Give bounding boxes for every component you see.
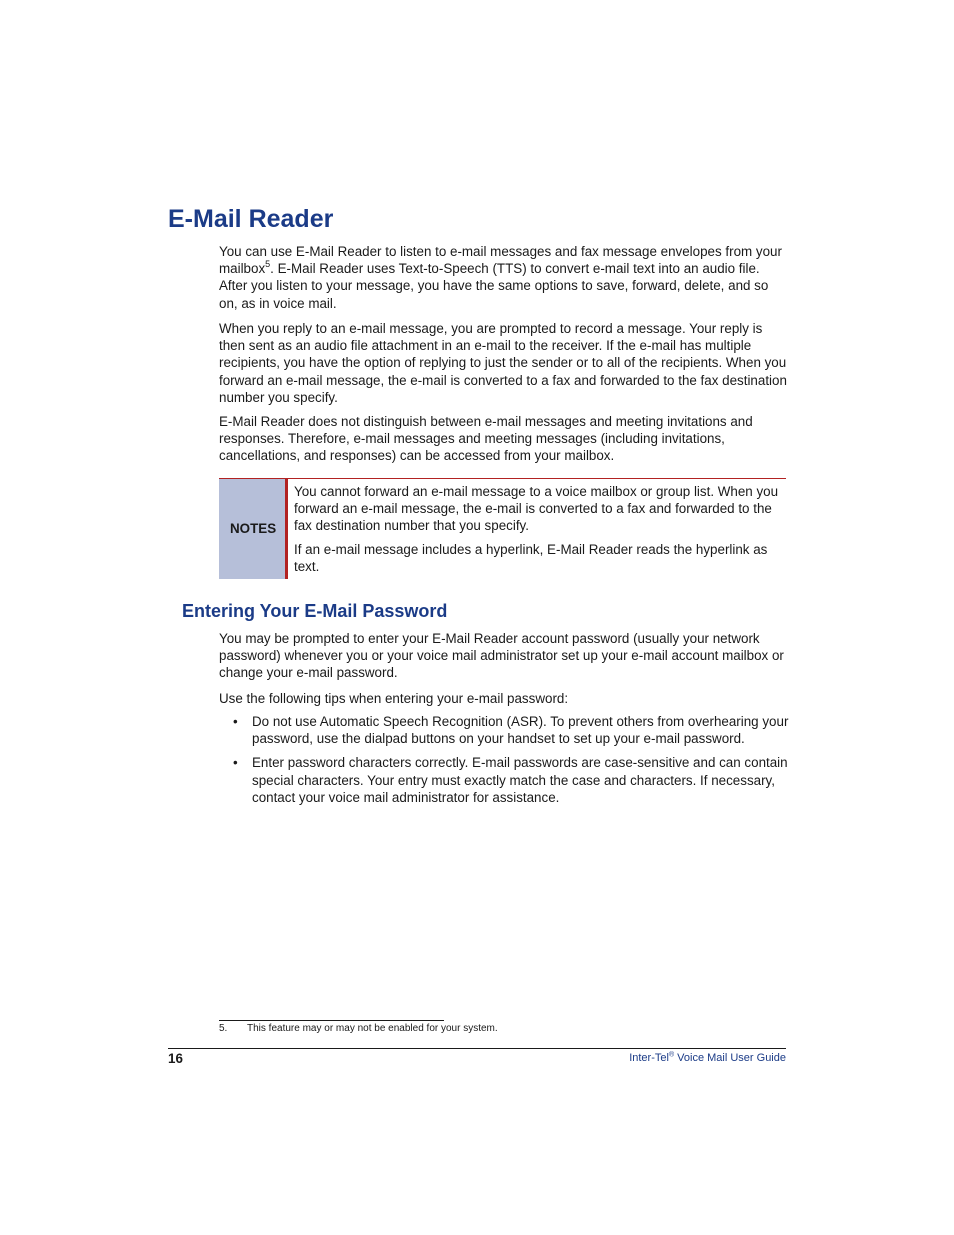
list-item: [219, 754, 789, 806]
section-paragraph-2: Use the following tips when entering your e-mail password:: [219, 691, 569, 706]
tips-list: [219, 713, 789, 806]
note-item-2: If an e-mail message includes a hyperlink, E-Mail Reader reads the hyperlink as text.: [294, 542, 768, 575]
list-item-text: Enter password characters correctly. E-mail passwords are case-sensitive and can contain special characters. Your entry must exactly match the case and characters. If necessary, contact your voice mail administrator for assistance.: [252, 755, 788, 805]
section-heading: Entering Your E-Mail Password: [182, 601, 448, 621]
footnote-divider: [219, 1020, 444, 1021]
intro-paragraph-2: When you reply to an e-mail message, you are prompted to record a message. Your reply is then sent as an audio file attachment in an e-mail to the receiver. If the e-mail has multiple recipients, you have the option of replying to just the sender or to all of the recipients. When you forward an e-mail message, the e-mail is converted to a fax and forwarded to the fax destination number you specify.: [219, 321, 787, 405]
footer-guide-name: Voice Mail User Guide: [674, 1052, 786, 1064]
note-item-1: You cannot forward an e-mail message to a voice mailbox or group list. When you forward an e-mail message, the e-mail is converted to a fax and forwarded to the fax destination number that you specify.: [294, 484, 779, 534]
list-item-text: Do not use Automatic Speech Recognition (ASR). To prevent others from overhearing your password, use the dialpad buttons on your handset to set up your e-mail password.: [252, 714, 789, 747]
footnote: [219, 1023, 498, 1035]
footer-brand: Inter-Tel: [629, 1052, 669, 1064]
bullet-icon: •: [233, 755, 238, 771]
footer-guide-title: [629, 1052, 786, 1064]
notes-label: NOTES: [230, 521, 277, 536]
bullet-icon: •: [233, 714, 238, 729]
footnote-reference[interactable]: 5: [265, 258, 271, 269]
footnote-number: 5.: [219, 1023, 228, 1034]
page-title: E-Mail Reader: [168, 205, 334, 233]
intro-paragraph-1: [219, 243, 789, 312]
footnote-text: This feature may or may not be enabled for your system.: [247, 1023, 498, 1034]
notes-label-cell: [219, 479, 288, 579]
notes-box: [219, 478, 786, 579]
page-number: 16: [168, 1051, 183, 1066]
intro-paragraph-3: E-Mail Reader does not distinguish between e-mail messages and meeting invitations and responses. Therefore, e-mail messages and meeting messages (including invitations, cancellations, and responses) can be accessed from your mailbox.: [219, 414, 753, 464]
list-item: [219, 713, 789, 747]
registered-mark: ®: [668, 1051, 675, 1059]
intro-paragraph-1-text-b: . E-Mail Reader uses Text-to-Speech (TTS) to convert e-mail text into an audio file. After you listen to your message, you have the same options to save, forward, delete, and so on, as in voice mail.: [219, 261, 769, 311]
footer-divider: [168, 1048, 786, 1049]
intro-paragraph-1-text-a: You can use E-Mail Reader to listen to e-mail messages and fax message envelopes from your mailbox: [219, 244, 782, 277]
section-paragraph-1: You may be prompted to enter your E-Mail Reader account password (usually your network password) whenever you or your voice mail administrator set up your e-mail account mailbox or change your e-mail password.: [219, 631, 784, 681]
